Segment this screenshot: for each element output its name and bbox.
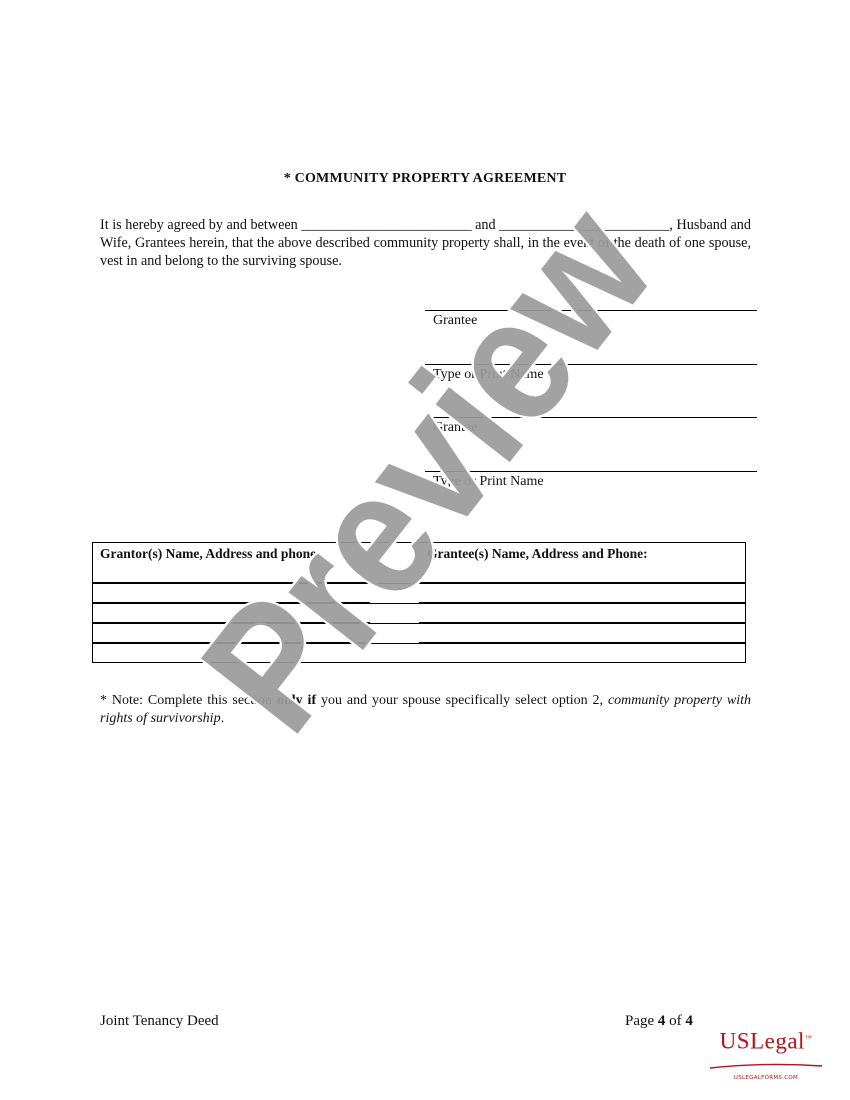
- grantor-header: Grantor(s) Name, Address and phone:: [100, 546, 321, 561]
- signature-line: [425, 310, 757, 311]
- note-middle: you and your spouse specifically select option 2,: [316, 693, 608, 708]
- logo-subtext: USLEGALFORMS.COM: [733, 1074, 799, 1081]
- signature-block-grantee-1: [425, 310, 757, 328]
- uslegal-logo[interactable]: [706, 1024, 826, 1081]
- signature-line: [425, 417, 757, 418]
- table-row-divider: [93, 583, 745, 584]
- logo-trademark: ™: [804, 1034, 813, 1042]
- signature-block-name-2: [425, 471, 757, 489]
- signature-label: Type or Print Name: [433, 367, 544, 382]
- parties-table: [92, 542, 746, 663]
- signature-label: Grantee: [433, 313, 478, 328]
- signature-label: Type or Print Name: [433, 474, 544, 489]
- table-row-divider: [93, 623, 745, 624]
- agreement-paragraph: [100, 216, 751, 270]
- note-paragraph: [100, 692, 751, 728]
- page-prefix: Page: [625, 1013, 658, 1029]
- signature-block-grantee-2: [425, 417, 757, 435]
- agreement-parties-line: It is hereby agreed by and between ________________________ and ________________________,: [100, 217, 673, 233]
- note-suffix: .: [220, 711, 225, 726]
- watermark-text: Preview: [176, 176, 684, 764]
- table-row-divider: [93, 643, 745, 644]
- agreement-body-text: Husband and Wife, Grantees herein, that the above described community property shall, in the event of the death of one spouse, vest in and belong to the surviving spouse.: [100, 217, 751, 269]
- grantee-header: Grantee(s) Name, Address and Phone:: [427, 546, 648, 561]
- signature-line: [425, 471, 757, 472]
- page-current: 4: [657, 1013, 666, 1029]
- note-emphasis: only if: [276, 693, 317, 708]
- table-row-divider: [93, 603, 745, 604]
- signature-label: Grantee: [433, 420, 478, 435]
- footer-doc-name: Joint Tenancy Deed: [100, 1013, 219, 1029]
- signature-block-name-1: [425, 364, 757, 382]
- document-title: * COMMUNITY PROPERTY AGREEMENT: [283, 171, 567, 186]
- signature-line: [425, 364, 757, 365]
- footer-page-number: [625, 1013, 693, 1030]
- logo-swoosh-icon: [706, 1063, 826, 1069]
- logo-wordmark: USLegal: [719, 1028, 805, 1054]
- page-total: 4: [685, 1013, 693, 1029]
- logo-text: [706, 1024, 826, 1056]
- page-of: of: [665, 1013, 686, 1029]
- note-prefix: * Note: Complete this section: [100, 693, 277, 708]
- note-italic: community property with rights of survivorship: [100, 693, 751, 726]
